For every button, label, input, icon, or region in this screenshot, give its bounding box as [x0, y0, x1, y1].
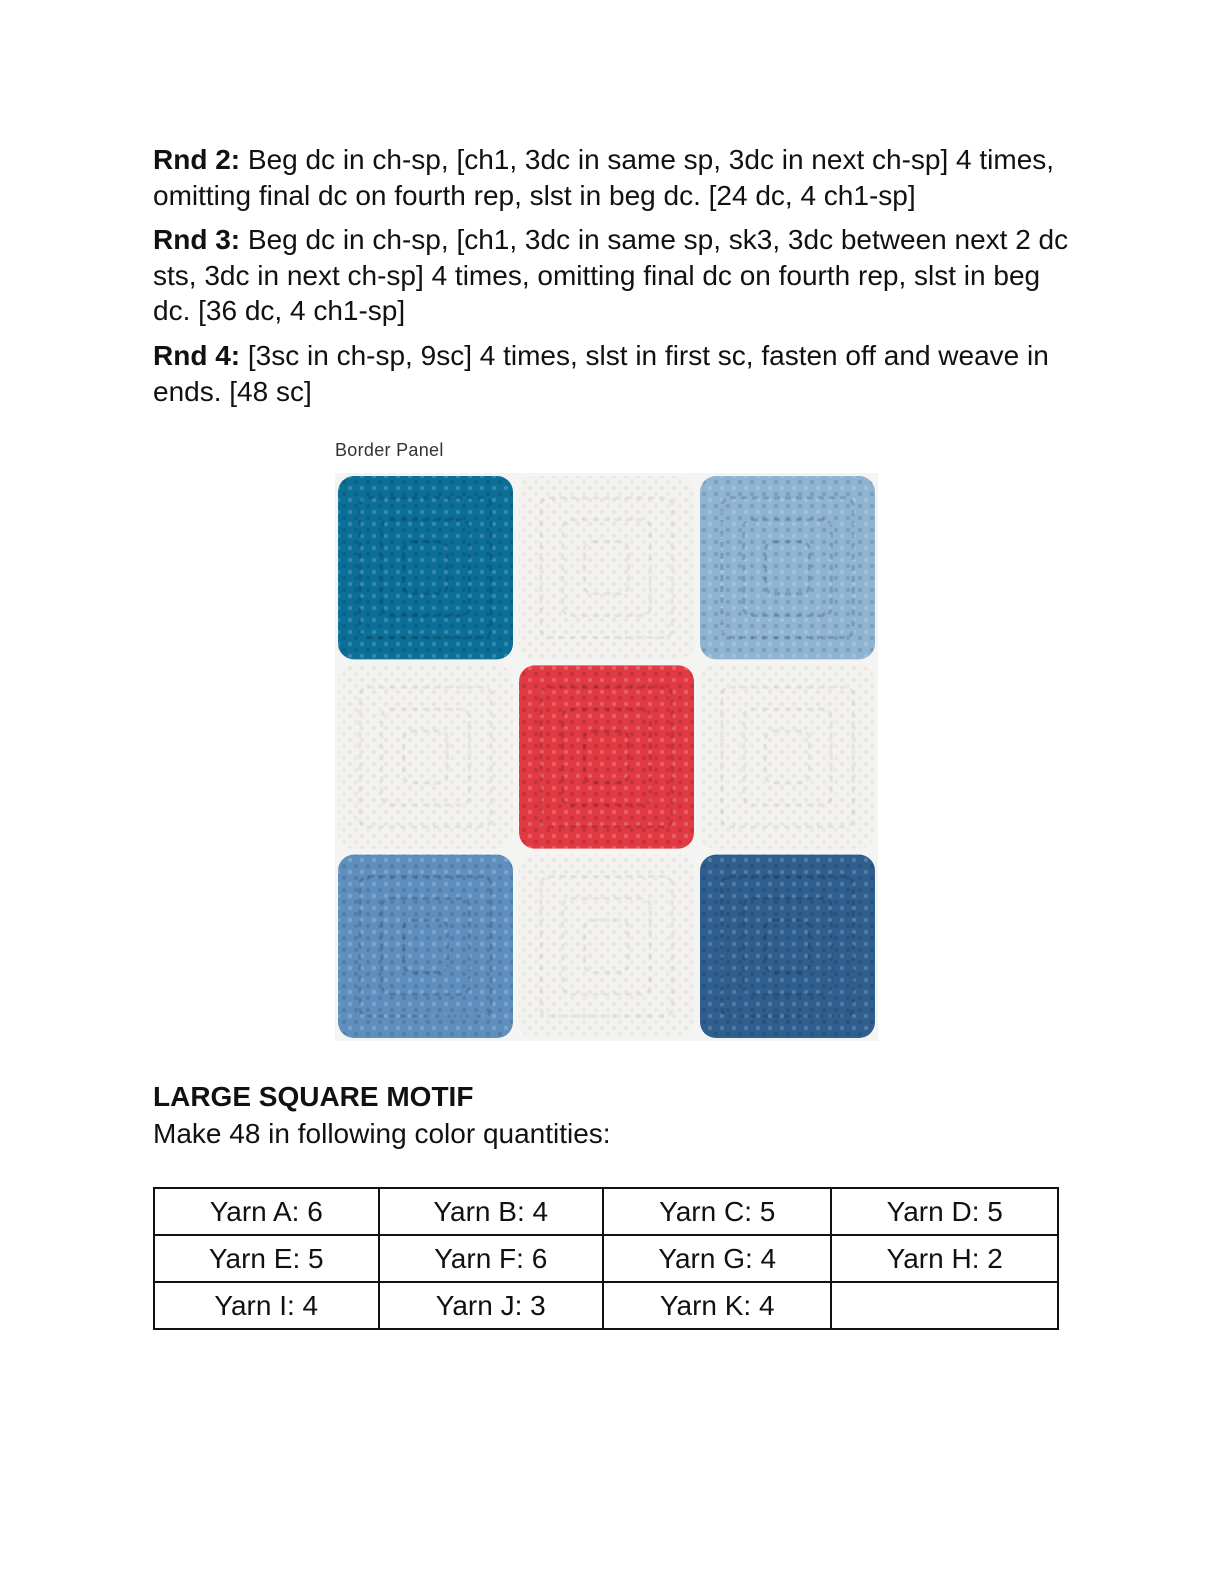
round-3-instruction: [153, 222, 1073, 329]
table-cell: Yarn F: 6: [379, 1235, 604, 1282]
crochet-square: [519, 665, 694, 848]
crochet-square: [700, 665, 875, 848]
crochet-square: [338, 665, 513, 848]
table-cell: Yarn D: 5: [831, 1188, 1058, 1235]
round-4-text: [3sc in ch-sp, 9sc] 4 times, slst in first sc, fasten off and weave in ends. [48 sc]: [153, 340, 1049, 407]
border-panel-photo: [335, 473, 878, 1041]
table-cell: Yarn K: 4: [603, 1282, 831, 1329]
table-cell: Yarn J: 3: [379, 1282, 604, 1329]
round-2-instruction: [153, 142, 1073, 213]
crochet-square: [519, 476, 694, 659]
figure-caption: Border Panel: [335, 440, 444, 460]
round-2-label: Rnd 2:: [153, 144, 241, 175]
yarn-quantity-table: [153, 1187, 1059, 1330]
crochet-square: [700, 855, 875, 1038]
section-subtitle: Make 48 in following color quantities:: [153, 1118, 611, 1149]
table-cell: Yarn B: 4: [379, 1188, 604, 1235]
table-cell: Yarn H: 2: [831, 1235, 1058, 1282]
table-row: [154, 1282, 1058, 1329]
table-cell: Yarn A: 6: [154, 1188, 379, 1235]
round-3-text: Beg dc in ch-sp, [ch1, 3dc in same sp, sk3, 3dc between next 2 dc sts, 3dc in next ch-sp] 4 times, omitting final dc on fourth rep, slst in beg dc. [36 dc, 4 ch1-sp]: [153, 224, 1069, 326]
round-4-label: Rnd 4:: [153, 340, 241, 371]
table-cell: Yarn C: 5: [603, 1188, 831, 1235]
table-row: [154, 1188, 1058, 1235]
table-cell: Yarn E: 5: [154, 1235, 379, 1282]
table-cell: Yarn G: 4: [603, 1235, 831, 1282]
section-title: LARGE SQUARE MOTIF: [153, 1081, 474, 1112]
crochet-square: [338, 476, 513, 659]
round-3-label: Rnd 3:: [153, 224, 241, 255]
round-2-text: Beg dc in ch-sp, [ch1, 3dc in same sp, 3dc in next ch-sp] 4 times, omitting final dc on fourth rep, slst in beg dc. [24 dc, 4 ch1-sp]: [153, 144, 1055, 211]
table-row: [154, 1235, 1058, 1282]
border-panel-image: [335, 473, 878, 1041]
crochet-square: [700, 476, 875, 659]
crochet-square: [519, 855, 694, 1038]
table-cell: [831, 1282, 1058, 1329]
crochet-square: [338, 855, 513, 1038]
round-4-instruction: [153, 338, 1073, 409]
table-cell: Yarn I: 4: [154, 1282, 379, 1329]
